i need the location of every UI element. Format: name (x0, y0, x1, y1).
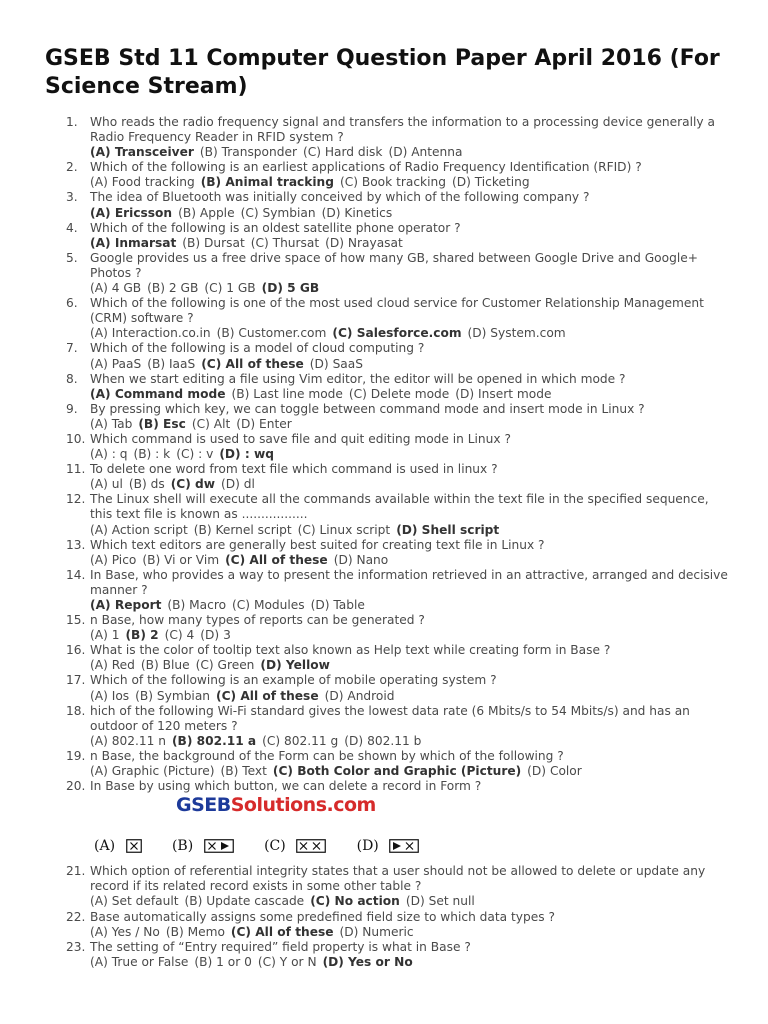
button-option-label: (D) (356, 838, 379, 855)
question-number: 5. (66, 250, 78, 265)
question-text: n Base, the background of the Form can be shown by which of the following ? (90, 748, 564, 763)
question-text: hich of the following Wi-Fi standard gives the lowest data rate (6 Mbits/s to 54 Mbits/s) and has an outdoor of 120 meters ? (90, 703, 690, 733)
answer-option-correct: (C) All of these (230, 924, 334, 939)
answer-option: (B) Transponder (199, 145, 297, 160)
answer-option-correct: (A) Ericsson (90, 205, 173, 220)
question-item (0, 341, 730, 371)
question-options (90, 236, 730, 251)
question-number: 1. (66, 115, 78, 129)
answer-option: (D) Ticketing (451, 175, 530, 190)
answer-option: (C) Linux script (297, 522, 391, 537)
question-number: 9. (66, 401, 78, 416)
button-option-c (264, 838, 326, 854)
answer-option: (C) Symbian (240, 205, 316, 220)
answer-option: (A) 4 GB (90, 281, 142, 296)
question-options (90, 206, 730, 221)
answer-option: (A) Action script (90, 522, 188, 537)
answer-option: (B) Update cascade (184, 894, 305, 909)
answer-option: (A) Set default (90, 894, 179, 909)
question-item (0, 190, 730, 220)
question-item (0, 910, 730, 940)
answer-option: (C) Hard disk (302, 145, 383, 160)
question-options (90, 387, 730, 402)
question-item (0, 432, 730, 462)
question-options (90, 523, 730, 538)
question-text: Which of the following is an example of mobile operating system ? (90, 673, 497, 688)
delete-record-icon (126, 839, 142, 853)
answer-option-correct: (B) Esc (138, 416, 186, 431)
answer-option: (C) Book tracking (339, 175, 446, 190)
question-number: 15. (66, 613, 86, 628)
answer-option: (B) Memo (165, 924, 225, 939)
question-text: Which of the following is an oldest satellite phone operator ? (90, 220, 461, 235)
answer-option: (A) Pico (90, 552, 137, 567)
button-option-a (94, 838, 142, 854)
answer-option-correct: (C) Salesforce.com (332, 326, 462, 341)
question-number: 23. (66, 939, 86, 954)
watermark-logo (176, 794, 376, 816)
question-number: 16. (66, 643, 86, 658)
button-option-label: (A) (94, 838, 116, 855)
question-text: n Base, how many types of reports can be generated ? (90, 613, 425, 628)
answer-option: (A) PaaS (90, 356, 142, 371)
question-text: Google provides us a free drive space of how many GB, shared between Google Drive and Google+ Photos ? (90, 250, 698, 280)
answer-option-correct: (C) No action (310, 894, 400, 909)
answer-option: (B) Dursat (182, 235, 245, 250)
answer-option: (B) Macro (167, 598, 227, 612)
answer-option-correct: (A) Command mode (90, 386, 226, 401)
question-options (90, 628, 730, 643)
answer-option-correct: (C) All of these (201, 356, 304, 371)
answer-option: (B) : k (133, 447, 171, 462)
answer-option: (B) 1 or 0 (194, 954, 252, 969)
answer-option: (A) Interaction.co.in (90, 326, 211, 341)
question-text: Which of the following is one of the most used cloud service for Customer Relationship Management (CRM) software ? (90, 296, 704, 326)
question-item (0, 538, 730, 568)
question-options (90, 894, 730, 909)
question-options (90, 689, 730, 704)
question-number: 8. (66, 371, 78, 386)
answer-option: (B) Apple (178, 205, 235, 220)
question-options (90, 145, 730, 160)
question-options (90, 175, 730, 190)
question-options (90, 477, 730, 492)
answer-option: (A) Food tracking (90, 175, 195, 190)
answer-option: (D) dl (221, 477, 255, 492)
question-text: When we start editing a file using Vim editor, the editor will be opened in which mode ? (90, 371, 626, 386)
question-item (0, 940, 730, 970)
answer-option: (B) Blue (140, 658, 190, 673)
answer-option: (B) Text (220, 764, 267, 779)
answer-option: (D) Android (324, 688, 395, 703)
button-options-figure (90, 794, 730, 864)
question-text: Which command is used to save file and quit editing mode in Linux ? (90, 431, 511, 446)
question-item (0, 673, 730, 703)
answer-option: (A) Tab (90, 416, 133, 431)
answer-option: (A) True or False (90, 954, 189, 969)
button-option-b (172, 838, 234, 854)
question-item (0, 221, 730, 251)
question-number: 12. (66, 492, 86, 507)
question-options (90, 417, 730, 432)
answer-option-correct: (B) Animal tracking (200, 175, 334, 190)
question-item (0, 749, 730, 779)
question-item (0, 160, 730, 190)
question-options (90, 357, 730, 372)
question-number: 18. (66, 703, 86, 718)
question-item (0, 643, 730, 673)
question-text: The Linux shell will execute all the commands available within the text file in the specified sequence, this text file is known as ................. (90, 492, 709, 522)
question-text: By pressing which key, we can toggle between command mode and insert mode in Linux ? (90, 401, 645, 416)
answer-option: (C) 4 (164, 628, 195, 643)
answer-option: (B) Customer.com (216, 326, 327, 341)
question-options (90, 955, 730, 970)
question-number: 4. (66, 220, 78, 235)
answer-option-correct: (D) 5 GB (261, 281, 320, 296)
answer-option: (C) : v (176, 447, 214, 462)
answer-option-correct: (D) : wq (219, 447, 274, 462)
watermark-part-1: GSEB (176, 794, 231, 817)
answer-option: (C) 802.11 g (262, 733, 339, 748)
answer-option: (A) Graphic (Picture) (90, 764, 215, 779)
question-text: In Base by using which button, we can delete a record in Form ? (90, 779, 482, 794)
question-number: 21. (66, 864, 86, 879)
answer-option: (B) Kernel script (193, 522, 292, 537)
answer-option-correct: (A) Report (90, 598, 162, 612)
question-options (90, 658, 730, 673)
question-number: 22. (66, 909, 86, 924)
answer-option: (D) Numeric (339, 924, 414, 939)
question-options (90, 326, 730, 341)
question-item (0, 251, 730, 296)
question-text: What is the color of tooltip text also known as Help text while creating form in Base ? (90, 643, 611, 658)
question-number: 6. (66, 296, 78, 311)
question-number: 10. (66, 431, 86, 446)
question-number: 2. (66, 160, 78, 175)
answer-option: (C) Y or N (257, 954, 317, 969)
answer-option: (A) Ios (90, 688, 130, 703)
question-options (90, 764, 730, 779)
answer-option: (A) 802.11 n (90, 733, 166, 748)
question-number: 19. (66, 748, 86, 763)
answer-option-correct: (C) dw (170, 477, 215, 492)
answer-option: (D) Table (310, 598, 365, 612)
question-number: 7. (66, 341, 78, 356)
answer-option: (C) Delete mode (348, 386, 450, 401)
question-options (90, 925, 730, 940)
question-number: 20. (66, 779, 86, 794)
answer-option-correct: (D) Yes or No (322, 954, 413, 969)
question-item (0, 864, 730, 909)
questions-1-20 (0, 115, 768, 794)
question-list (0, 115, 768, 970)
question-text: Which of the following is an earliest applications of Radio Frequency Identification (RFID) ? (90, 160, 642, 175)
question-number: 14. (66, 567, 86, 582)
page-title: GSEB Std 11 Computer Question Paper April 2016 (For Science Stream) (45, 46, 720, 99)
answer-option: (B) ds (128, 477, 165, 492)
answer-option: (A) : q (90, 447, 128, 462)
question-item (0, 568, 730, 613)
question-options (90, 553, 730, 568)
answer-option: (D) Enter (236, 416, 292, 431)
answer-option-correct: (B) 2 (125, 628, 159, 643)
question-item (0, 296, 730, 341)
answer-option: (D) System.com (467, 326, 566, 341)
question-item (0, 704, 730, 749)
answer-option-correct: (C) Both Color and Graphic (Picture) (272, 764, 522, 779)
answer-option-correct: (C) All of these (225, 552, 328, 567)
button-option-label: (B) (171, 838, 194, 855)
answer-option: (D) 3 (200, 628, 231, 643)
question-text: Which option of referential integrity states that a user should not be allowed to delete or update any record if its related record exists in some other table ? (90, 864, 706, 894)
question-item (0, 779, 730, 794)
question-text: Which of the following is a model of cloud computing ? (90, 341, 425, 356)
answer-option: (B) Last line mode (231, 386, 343, 401)
answer-option: (B) IaaS (147, 356, 196, 371)
answer-option: (A) Yes / No (90, 924, 160, 939)
button-option-d (357, 838, 420, 854)
answer-option-correct: (A) Inmarsat (90, 235, 177, 250)
watermark-part-2: Solutions.com (230, 794, 376, 817)
question-item (0, 492, 730, 537)
question-text: In Base, who provides a way to present the information retrieved in an attractive, arranged and decisive manner ? (90, 567, 728, 597)
double-cross-icon (296, 839, 326, 853)
question-item (0, 613, 730, 643)
question-number: 17. (66, 673, 86, 688)
answer-option: (D) SaaS (309, 356, 363, 371)
answer-option-correct: (D) Shell script (396, 522, 500, 537)
question-text: Which text editors are generally best suited for creating text file in Linux ? (90, 537, 545, 552)
answer-option: (B) Symbian (135, 688, 211, 703)
question-number: 11. (66, 462, 86, 477)
answer-option: (D) Antenna (388, 145, 463, 160)
question-item (0, 115, 730, 160)
answer-option: (C) Green (195, 658, 255, 673)
answer-option: (D) Nano (333, 552, 389, 567)
question-options (90, 281, 730, 296)
answer-option: (A) ul (90, 477, 123, 492)
answer-option: (D) Set null (405, 894, 475, 909)
answer-option: (A) 1 (90, 628, 120, 643)
button-options-row (94, 838, 445, 854)
question-options (90, 598, 730, 613)
question-item (0, 372, 730, 402)
answer-option: (A) Red (90, 658, 135, 673)
question-item (0, 462, 730, 492)
question-options (90, 447, 730, 462)
cross-play-icon (204, 839, 234, 853)
answer-option: (C) 1 GB (204, 281, 256, 296)
play-cross-icon (389, 839, 419, 853)
question-text: The idea of Bluetooth was initially conceived by which of the following company ? (90, 190, 590, 205)
answer-option: (B) 2 GB (147, 281, 199, 296)
answer-option: (D) Color (527, 764, 582, 779)
question-text: The setting of “Entry required” field property is what in Base ? (90, 939, 471, 954)
answer-option-correct: (A) Transceiver (90, 145, 194, 160)
question-item (0, 402, 730, 432)
answer-option: (D) 802.11 b (344, 733, 422, 748)
question-number: 3. (66, 190, 78, 205)
button-option-label: (C) (264, 838, 286, 855)
question-text: Who reads the radio frequency signal and transfers the information to a processing device generally a Radio Frequency Reader in RFID system ? (90, 115, 715, 145)
answer-option: (D) Insert mode (455, 386, 552, 401)
answer-option-correct: (C) All of these (216, 688, 319, 703)
answer-option: (C) Alt (191, 416, 231, 431)
answer-option: (B) Vi or Vim (142, 552, 220, 567)
answer-option: (D) Nrayasat (325, 235, 403, 250)
answer-option-correct: (B) 802.11 a (171, 733, 257, 748)
answer-option: (C) Modules (232, 598, 305, 612)
answer-option: (C) Thursat (250, 235, 320, 250)
question-text: To delete one word from text file which command is used in linux ? (90, 462, 498, 477)
questions-21-23 (0, 864, 768, 970)
question-text: Base automatically assigns some predefined field size to which data types ? (90, 909, 555, 924)
answer-option: (D) Kinetics (321, 205, 393, 220)
question-options (90, 734, 730, 749)
question-number: 13. (66, 537, 86, 552)
answer-option-correct: (D) Yellow (260, 658, 330, 673)
